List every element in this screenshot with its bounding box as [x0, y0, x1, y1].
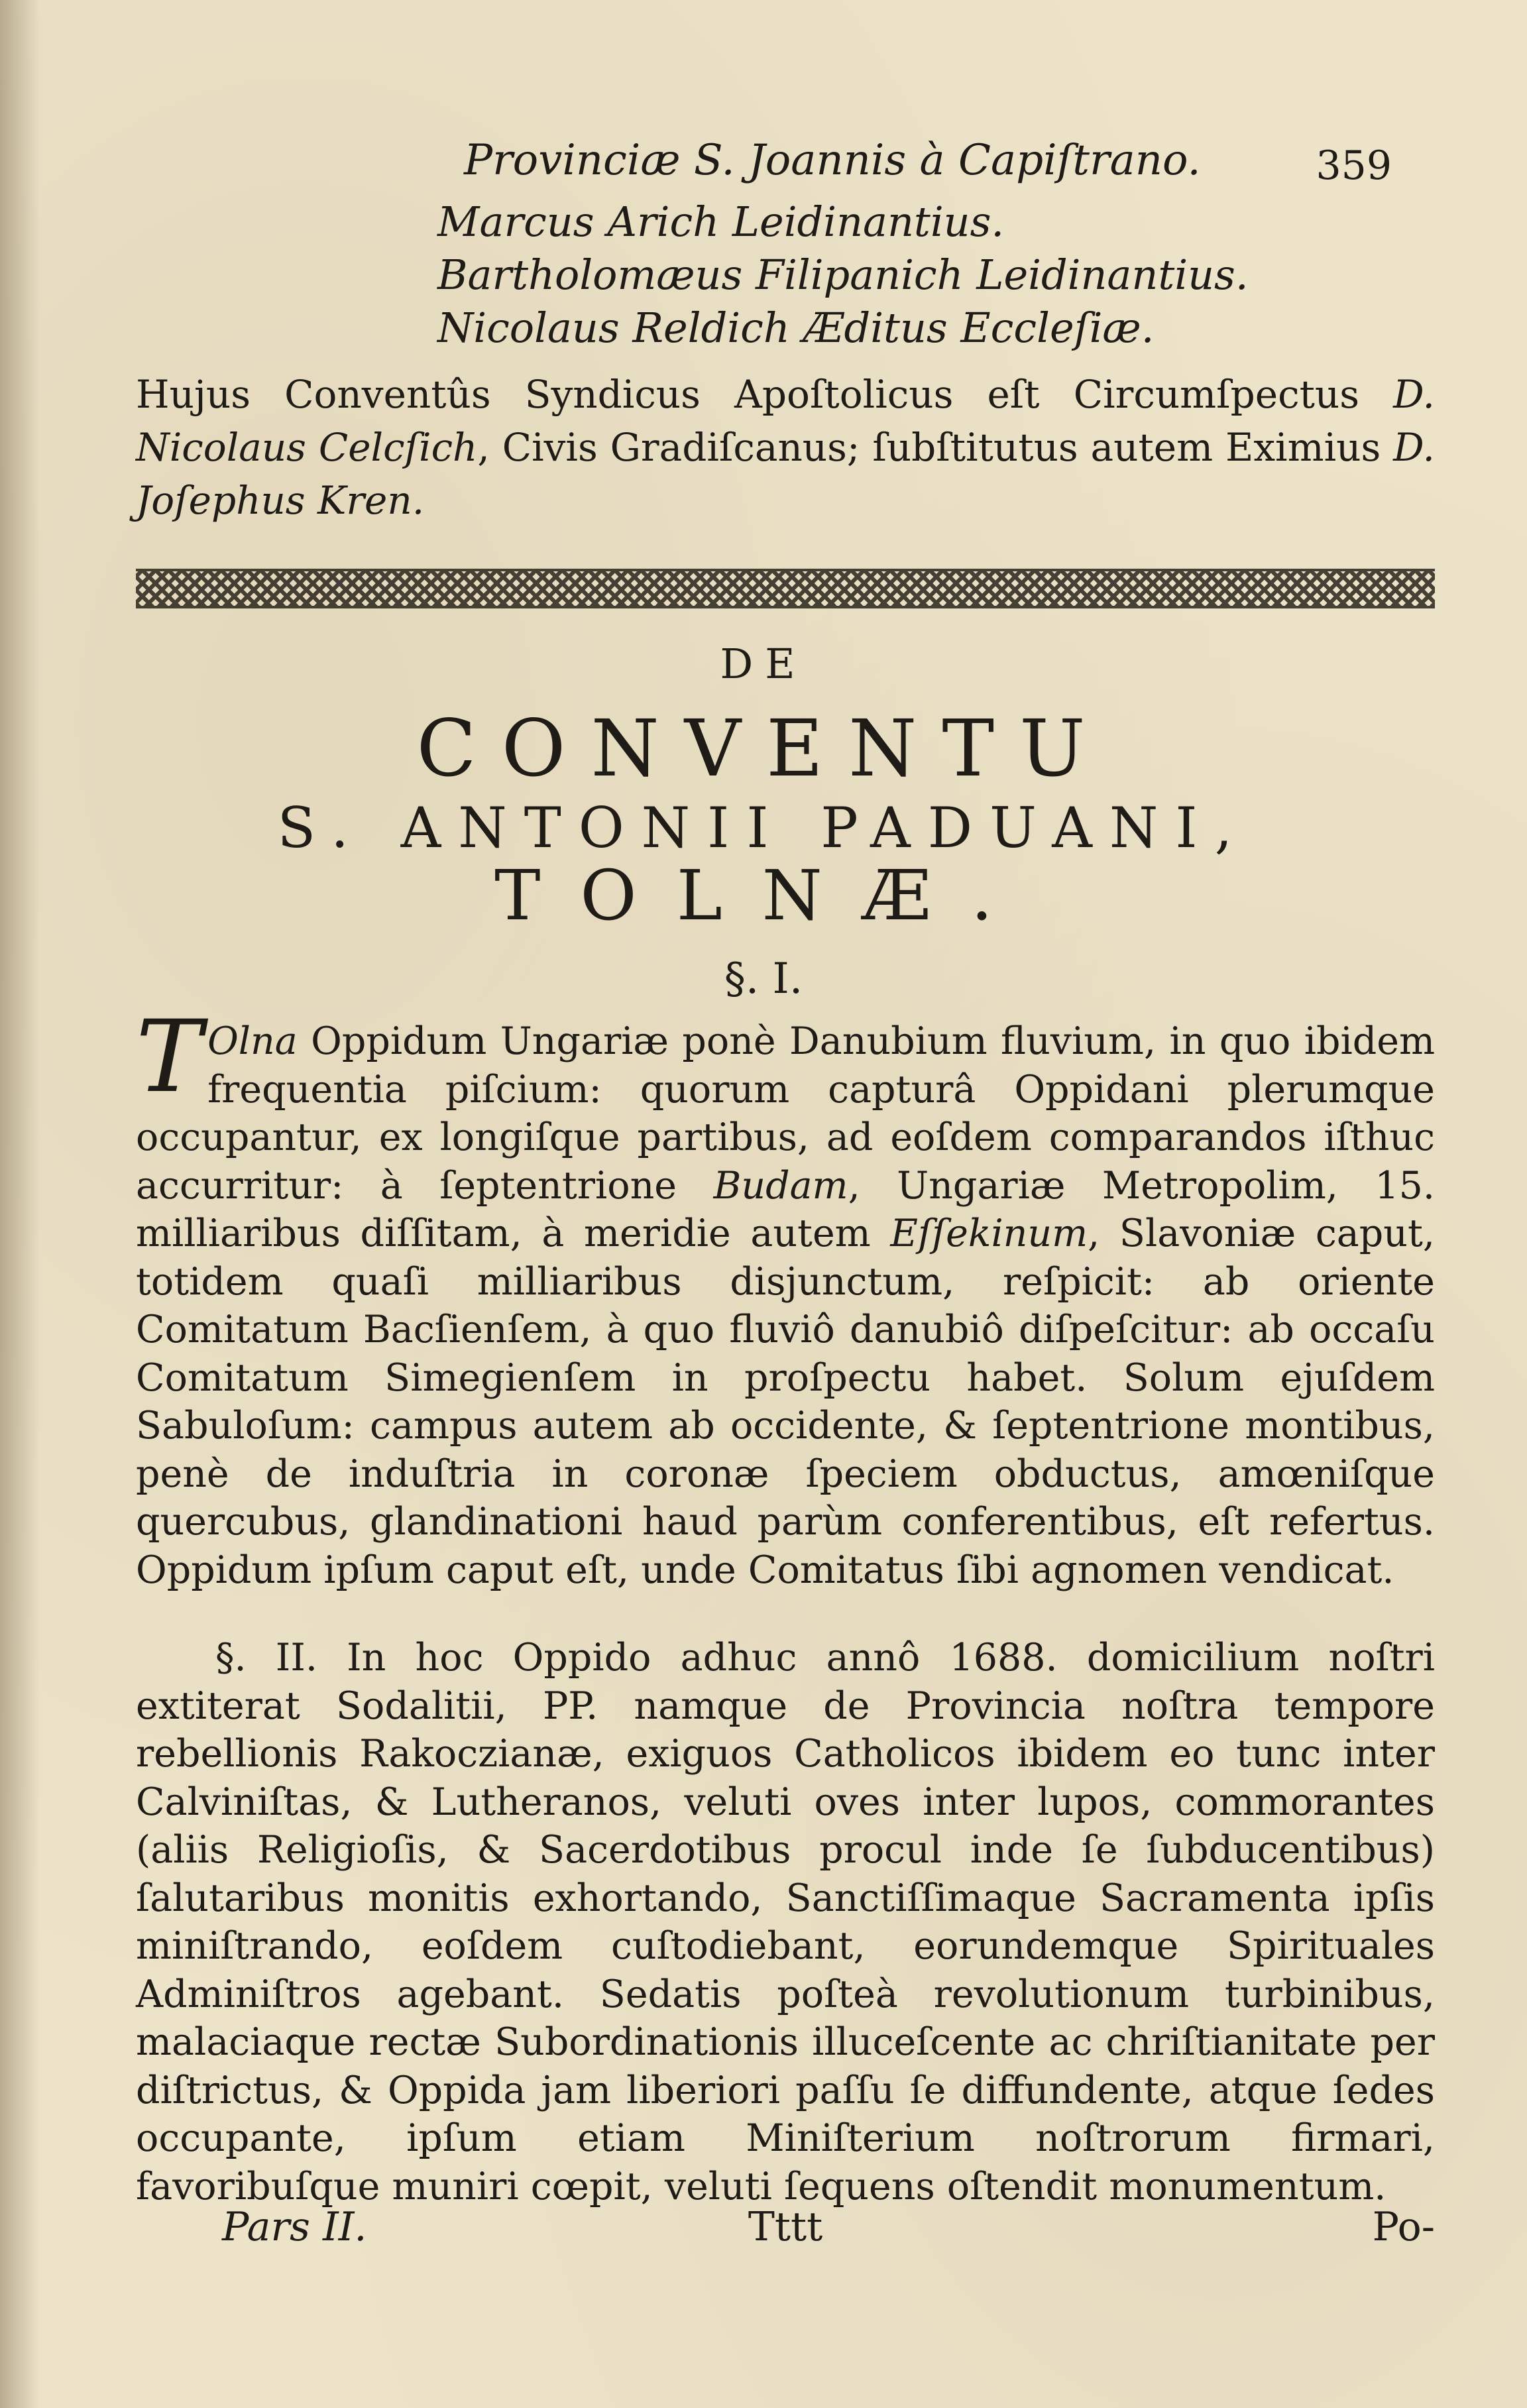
paragraph-1 [136, 1000, 1435, 1594]
names-list [437, 196, 1249, 355]
running-head-title: Provinciæ S. Joannis à Capiſtrano. [464, 136, 1201, 185]
page-edge-shadow [0, 0, 40, 2408]
paragraph-text: , Slavoniæ caput, totidem quaſi milliaribus disjunctum, reſpicit: ab oriente Comitatum Bacſienſem, à quo fluviô danubiô diſpeſcitur: ab occaſu Comitatum Simegienſem in proſpectu habet. Solum ejuſdem Sabuloſum: campus autem ab occidente, & ſeptentrione montibus, penè de induſtria in coronæ ſpeciem obductus, amœniſque quercubus, glandinationi haud parùm conferentibus, eſt refertus. Oppidum ipſum caput eſt, unde Comitatus ſibi agnomen vendicat. [136, 1212, 1435, 1592]
signature-mark: Tttt [748, 2204, 823, 2250]
name-line: Nicolaus Reldich Æditus Eccleſiæ. [437, 304, 1155, 352]
syndic-paragraph [136, 368, 1435, 527]
paragraph-text: Olna [207, 1019, 298, 1063]
section-mark-1: §. I. [724, 954, 803, 1003]
part-label: Pars II. [222, 2204, 367, 2250]
heading-conventu: CONVENTU [416, 703, 1111, 794]
heading-de: DE [720, 640, 807, 688]
substitute-name: D. Joſephus Kren. [136, 425, 1435, 523]
paragraph-text: , Ungariæ Metropolim, 15. milliaribus diſſitam, à meridie autem [136, 1163, 1435, 1255]
heading-saint: S. ANTONII PADUANI, [277, 795, 1250, 860]
running-head [464, 136, 1392, 196]
paragraph-text: Oppidum Ungariæ ponè Danubium fluvium, in quo ibidem frequentia piſcium: quorum capturâ Oppidani plerumque occupantur, ex longiſque partibus, ad eoſdem comparandos iſthuc accurritur: à ſeptentrione [136, 1019, 1435, 1208]
page-number: 359 [1316, 143, 1392, 189]
place-name: Eſſekinum [890, 1212, 1088, 1255]
page-footer [136, 2204, 1435, 2257]
syndic-name: D. Nicolaus Celcſich [136, 372, 1435, 470]
drop-cap: T [136, 1000, 203, 1115]
name-line: Marcus Arich Leidinantius. [437, 198, 1005, 246]
paragraph-2: §. II. In hoc Oppido adhuc annô 1688. domicilium noſtri extiterat Sodalitii, PP. namque de Provincia noſtra tempore rebellionis Rakoczianæ, exiguos Catholicos ibidem eo tunc inter Calviniſtas, & Lutheranos, veluti oves inter lupos, commorantes (aliis Religioſis, & Sacerdotibus procul inde ſe ſubducentibus) ſalutaribus monitis exhortando, Sanctiſſimaque Sacramenta ipſis miniſtrando, eoſdem cuſtodiebant, eorundemque Spirituales Adminiſtros agebant. Sedatis poſteà revolutionum turbinibus, malaciaque rectæ Subordinationis illuceſcente ac chriſtianitate per diſtrictus, & Oppida jam liberiori paſſu ſe diffundente, atque ſedes occupante, ipſum etiam Miniſterium noſtrorum firmari, favoribuſque muniri cœpit, veluti ſequens oſtendit monumentum. [136, 1636, 1435, 2208]
syndic-text: Hujus Conventûs Syndicus Apoſtolicus eſt Circumſpectus [136, 372, 1394, 417]
syndic-text: , Civis Gradiſcanus; ſubſtitutus autem Eximius [477, 425, 1394, 470]
name-line: Bartholomæus Filipanich Leidinantius. [437, 251, 1249, 299]
heading-place: TOLNÆ. [494, 855, 1033, 936]
catchword: Po- [1372, 2204, 1435, 2250]
ornament-band [136, 569, 1435, 608]
place-name: Budam [713, 1163, 848, 1208]
